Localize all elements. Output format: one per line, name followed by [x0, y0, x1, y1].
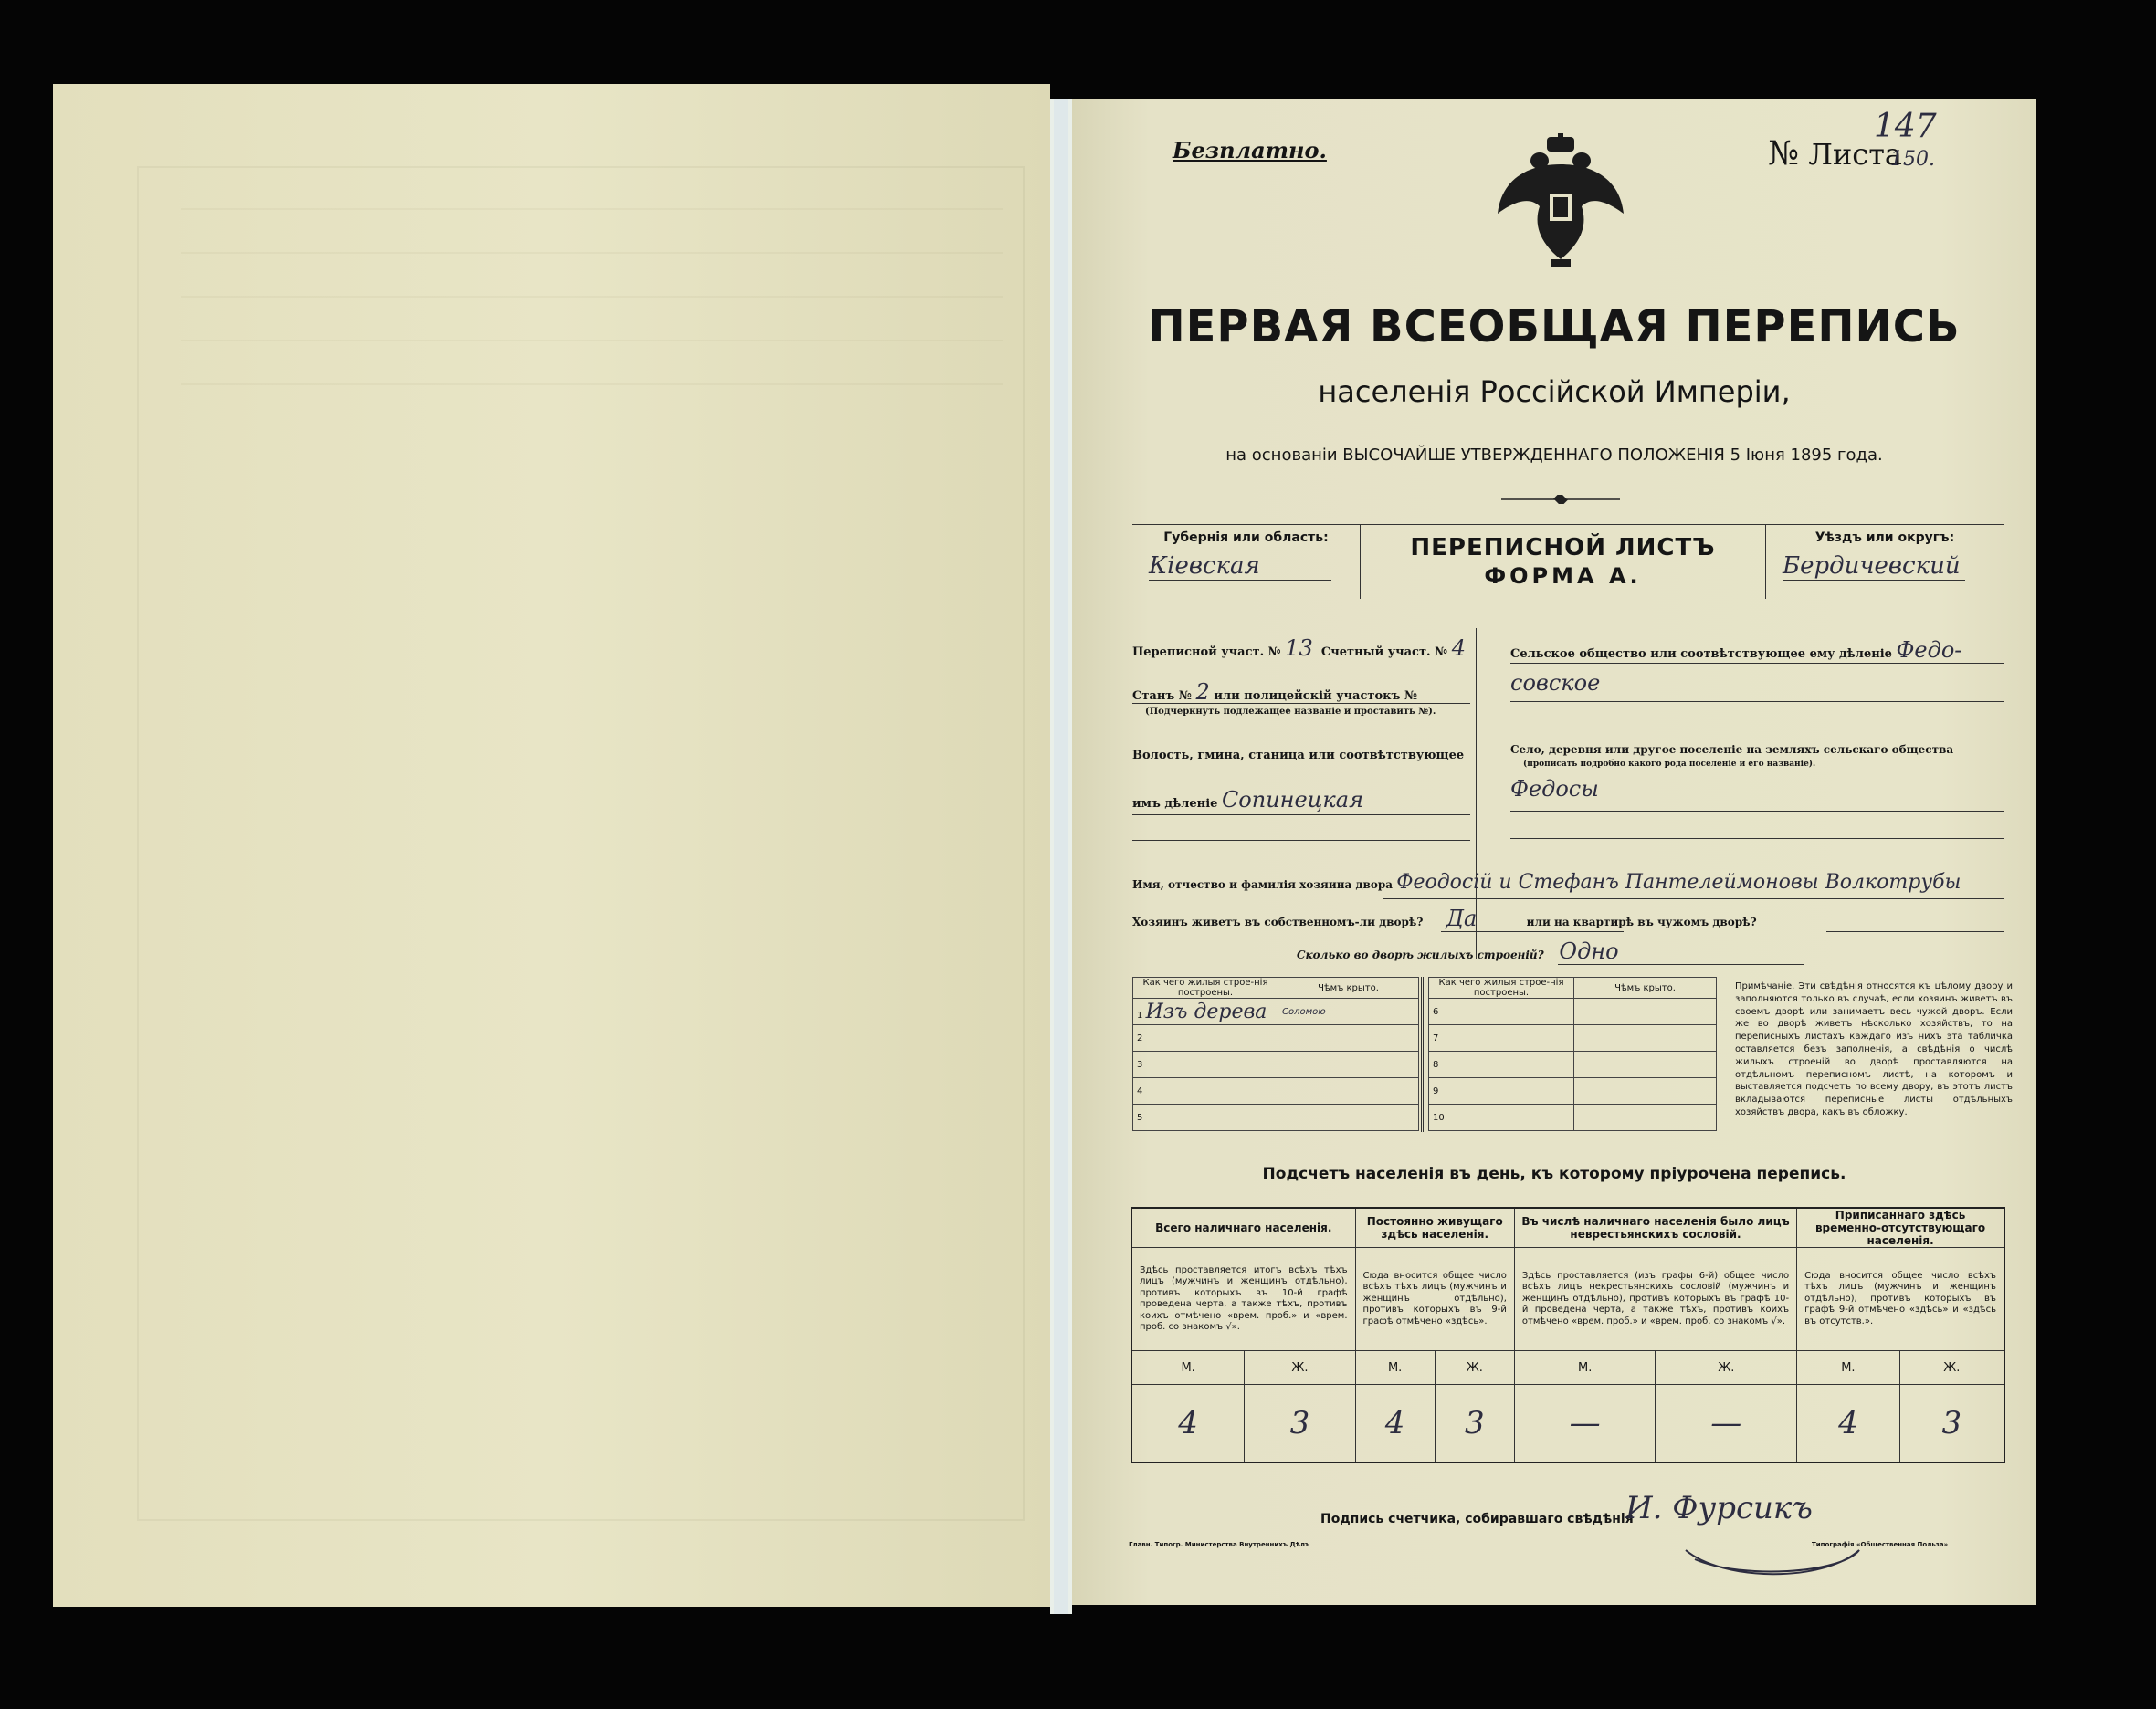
lives-label: Хозяинъ живетъ въ собственномъ-ли дворѣ?	[1132, 916, 1424, 928]
district-cell	[1766, 524, 2004, 599]
village-underline	[1510, 811, 2004, 812]
buildings-col-material-2: Как чего жилыя строе-нія построены.	[1429, 978, 1574, 999]
building-row-5-material: 5	[1133, 1105, 1278, 1131]
table-row	[1133, 1078, 1419, 1105]
building-row-2-roof	[1278, 1025, 1419, 1052]
form-type: ФОРМА А.	[1484, 563, 1642, 589]
imperial-eagle-icon	[1492, 133, 1629, 270]
volost-value: Сопинецкая	[1221, 787, 1363, 813]
pop-col-1-female-label: Ж.	[1245, 1351, 1355, 1385]
sheet-number-handwritten: 147	[1874, 108, 1937, 145]
village-underline-2	[1510, 838, 2004, 839]
table-row	[1429, 1105, 1717, 1131]
table-row	[1133, 1052, 1419, 1078]
pop-col-3-desc: Здѣсь проставляется (изъ графы 6-й) общее число всѣхъ лицъ некрестьянскихъ сословій (мужчинъ и женщинъ отдѣльно), противъ которыхъ въ графѣ 10-й проведена черта, а также тѣхъ, противъ коихъ отмѣчено «врем. проб.» и «врем. проб. со знакомъ √».	[1514, 1248, 1796, 1351]
pop-col-1-female-value: 3	[1245, 1385, 1355, 1463]
pop-col-3-male-value: —	[1514, 1385, 1656, 1463]
table-row	[1429, 999, 1717, 1025]
pop-col-3-female-value: —	[1656, 1385, 1797, 1463]
buildings-underline	[1558, 964, 1804, 965]
buildings-divider	[1421, 977, 1424, 1132]
village-label: Село, деревня или другое поселеніе на земляхъ сельскаго общества	[1510, 743, 1954, 756]
rent-label: или на квартирѣ въ чужомъ дворѣ?	[1526, 916, 1757, 928]
bleed-through-lines	[181, 203, 1003, 385]
society-field	[1510, 637, 1961, 663]
volost-underline-2	[1132, 840, 1470, 841]
buildings-table-right	[1428, 977, 1717, 1131]
pop-col-2-female-label: Ж.	[1435, 1351, 1514, 1385]
building-row-8-material: 8	[1429, 1052, 1574, 1078]
pop-col-1-desc: Здѣсь проставляется итогъ всѣхъ тѣхъ лицъ (мужчинъ и женщинъ отдѣльно), противъ которыхъ въ 10-й графѣ проведена черта, а также тѣхъ, противъ коихъ отмѣчено «врем. проб.» и «врем. проб. со знакомъ √».	[1131, 1248, 1355, 1351]
buildings-table-left	[1132, 977, 1419, 1131]
village-field	[1510, 776, 1599, 802]
building-row-9-material: 9	[1429, 1078, 1574, 1105]
pop-col-1-male-value: 4	[1131, 1385, 1245, 1463]
stan-field: Станъ № 2 или полицейскій участокъ №	[1132, 679, 1418, 705]
count-section-label: Счетный участ.	[1320, 645, 1431, 659]
society-field-2	[1510, 670, 1600, 696]
building-row-4-material: 4	[1133, 1078, 1278, 1105]
census-list-title: ПЕРЕПИСНОЙ ЛИСТЪ	[1410, 534, 1716, 561]
census-title: ПЕРВАЯ ВСЕОБЩАЯ ПЕРЕПИСЬ	[1148, 301, 1961, 352]
volost-label: Волость, гмина, станица или соотвѣтствующее	[1132, 749, 1465, 762]
province-value: Кіевская	[1149, 552, 1331, 581]
pop-col-4-head: Приписаннаго здѣсь временно-отсутствующаго населенія.	[1797, 1208, 2004, 1248]
district-value: Бердичевский	[1783, 552, 1965, 581]
table-row	[1133, 1105, 1419, 1131]
population-title: Подсчетъ населенія въ день, къ которому пріурочена перепись.	[1262, 1165, 1846, 1183]
building-row-6-roof	[1574, 999, 1717, 1025]
table-row	[1133, 999, 1419, 1025]
owner-underline	[1383, 898, 2004, 899]
count-section-value: 4	[1451, 635, 1467, 661]
sheet-number-printed: 150.	[1890, 148, 1935, 171]
building-row-3-roof	[1278, 1052, 1419, 1078]
printer-credit-left: Главн. Типогр. Министерства Внутреннихъ Дѣлъ	[1129, 1541, 1310, 1548]
province-cell	[1132, 524, 1361, 599]
society-label: Сельское общество или соотвѣтствующее ему дѣленіе	[1510, 647, 1892, 661]
building-row-3-material: 3	[1133, 1052, 1278, 1078]
pop-col-2-female-value: 3	[1435, 1385, 1514, 1463]
pop-col-2-male-value: 4	[1355, 1385, 1435, 1463]
stan-label: Станъ	[1132, 689, 1175, 703]
lives-underline	[1441, 931, 1624, 932]
signature-value: И. Фурсикъ	[1625, 1490, 1813, 1526]
pop-col-2-male-label: М.	[1355, 1351, 1435, 1385]
sheet-label-text: Листа	[1808, 137, 1902, 172]
pop-col-3-female-label: Ж.	[1656, 1351, 1797, 1385]
rent-underline	[1826, 931, 2004, 932]
building-row-7-material: 7	[1429, 1025, 1574, 1052]
society-value-2: совское	[1510, 670, 1601, 696]
pop-col-1-male-label: М.	[1131, 1351, 1245, 1385]
divider-ornament	[1501, 495, 1620, 504]
building-row-1-roof: Соломою	[1278, 999, 1419, 1025]
form-name-cell	[1361, 524, 1766, 599]
pop-col-1-head: Всего наличнаго населенія.	[1131, 1208, 1355, 1248]
buildings-count-value: Одно	[1559, 938, 1619, 964]
lives-field	[1132, 906, 1757, 931]
buildings-note: Примѣчаніе. Эти свѣдѣнія относятся къ цѣлому двору и заполняются только въ случаѣ, если хозяинъ живетъ въ своемъ дворѣ или занимаетъ весь чужой дворъ. Если же во дворѣ живетъ нѣсколько хозяйствъ, то на переписныхъ листахъ каждаго изъ нихъ эта табличка оставляется безъ заполненія, а свѣдѣнія о числѣ жилыхъ строеній во дворѣ проставляются на отдѣльномъ переписномъ листѣ, на которомъ и выставляется подсчетъ по всему двору, въ этотъ листъ вкладываются переписные листы отдѣльныхъ хозяйствъ двора, какъ въ обложку.	[1735, 981, 2013, 1117]
building-row-4-roof	[1278, 1078, 1419, 1105]
society-underline-2	[1510, 701, 2004, 702]
building-row-2-material: 2	[1133, 1025, 1278, 1052]
buildings-col-material: Как чего жилыя строе-нія построены.	[1133, 978, 1278, 999]
signature-flourish-icon	[1667, 1523, 1877, 1587]
census-form-page	[1072, 99, 2036, 1605]
volost-label2: имъ дѣленіе	[1132, 797, 1218, 811]
owner-value: Феодосій и Стефанъ Пантелеймоновы Волкотрубы	[1396, 871, 1961, 894]
building-row-8-roof	[1574, 1052, 1717, 1078]
table-row	[1429, 1025, 1717, 1052]
decree-line: на основаніи ВЫСОЧАЙШЕ УТВЕРЖДЕННАГО ПОЛОЖЕНІЯ 5 Іюня 1895 года.	[1225, 446, 1883, 465]
buildings-count-field	[1297, 938, 1619, 964]
population-table	[1131, 1207, 2005, 1463]
table-row	[1429, 1078, 1717, 1105]
printer-credit-right: Типографія «Общественная Польза»	[1812, 1541, 1949, 1548]
census-section-value: 13	[1285, 635, 1313, 661]
pop-col-3-male-label: М.	[1514, 1351, 1656, 1385]
stan-value: 2	[1195, 679, 1210, 705]
volost-underline	[1132, 814, 1470, 815]
pop-col-2-head: Постоянно живущаго здѣсь населенія.	[1355, 1208, 1514, 1248]
stan-hint: (Подчеркнуть подлежащее названіе и проставить №).	[1145, 707, 1436, 717]
building-row-5-roof	[1278, 1105, 1419, 1131]
society-underline	[1510, 663, 2004, 664]
buildings-count-label: Сколько во дворѣ жилыхъ строеній?	[1297, 949, 1544, 961]
pop-col-2-desc: Сюда вносится общее число всѣхъ тѣхъ лицъ (мужчинъ и женщинъ отдѣльно), противъ которыхъ въ 9-й графѣ отмѣчено «здѣсь».	[1355, 1248, 1514, 1351]
building-row-10-material: 10	[1429, 1105, 1574, 1131]
numero-sign: №	[1768, 135, 1800, 173]
free-label: Безплатно.	[1173, 137, 1327, 163]
owner-label: Имя, отчество и фамилія хозяина двора	[1132, 878, 1393, 891]
pop-col-3-head: Въ числѣ наличнаго населенія было лицъ неврестьянскихъ сословій.	[1514, 1208, 1796, 1248]
province-label: Губернія или область:	[1163, 530, 1329, 545]
buildings-col-roof-2: Чѣмъ крыто.	[1574, 978, 1717, 999]
building-row-7-roof	[1574, 1025, 1717, 1052]
pop-col-4-desc: Сюда вносится общее число всѣхъ тѣхъ лицъ (мужчинъ и женщинъ отдѣльно), противъ которыхъ въ графѣ 9-й отмѣчено «здѣсь» и «здѣсь въ отсутств.».	[1797, 1248, 2004, 1351]
pop-col-4-male-label: М.	[1797, 1351, 1900, 1385]
form-header-box	[1132, 524, 2004, 599]
building-row-1-material: 1 Изъ дерева	[1133, 999, 1278, 1025]
left-page-blank	[53, 84, 1050, 1607]
owner-field	[1132, 871, 1961, 894]
building-row-10-roof	[1574, 1105, 1717, 1131]
building-row-6-material: 6	[1429, 999, 1574, 1025]
gutter-stripe	[1054, 99, 1068, 1614]
census-section-label: Переписной участ.	[1132, 645, 1265, 659]
volost-field	[1132, 787, 1363, 813]
buildings-col-roof: Чѣмъ крыто.	[1278, 978, 1419, 999]
census-section-field: Переписной участ. № 13 Счетный участ. № 4	[1132, 635, 1467, 661]
village-value: Федосы	[1510, 776, 1599, 802]
building-row-9-roof	[1574, 1078, 1717, 1105]
census-subtitle: населенія Россійской Имперіи,	[1318, 374, 1791, 409]
stan-underline	[1132, 703, 1470, 704]
village-hint: (прописать подробно какого рода поселеніе и его названіе).	[1523, 760, 1816, 769]
pop-col-4-female-value: 3	[1899, 1385, 2004, 1463]
stan-rest-label: или полицейскій участокъ №	[1214, 689, 1418, 703]
lives-value: Да	[1446, 906, 1478, 931]
signature-label: Подпись счетчика, собиравшаго свѣдѣнія	[1320, 1512, 1634, 1526]
pop-col-4-male-value: 4	[1797, 1385, 1900, 1463]
district-label: Уѣздъ или округъ:	[1814, 530, 1955, 545]
table-row	[1429, 1052, 1717, 1078]
pop-col-4-female-label: Ж.	[1899, 1351, 2004, 1385]
table-row	[1133, 1025, 1419, 1052]
society-value-1: Федо-	[1896, 637, 1962, 663]
